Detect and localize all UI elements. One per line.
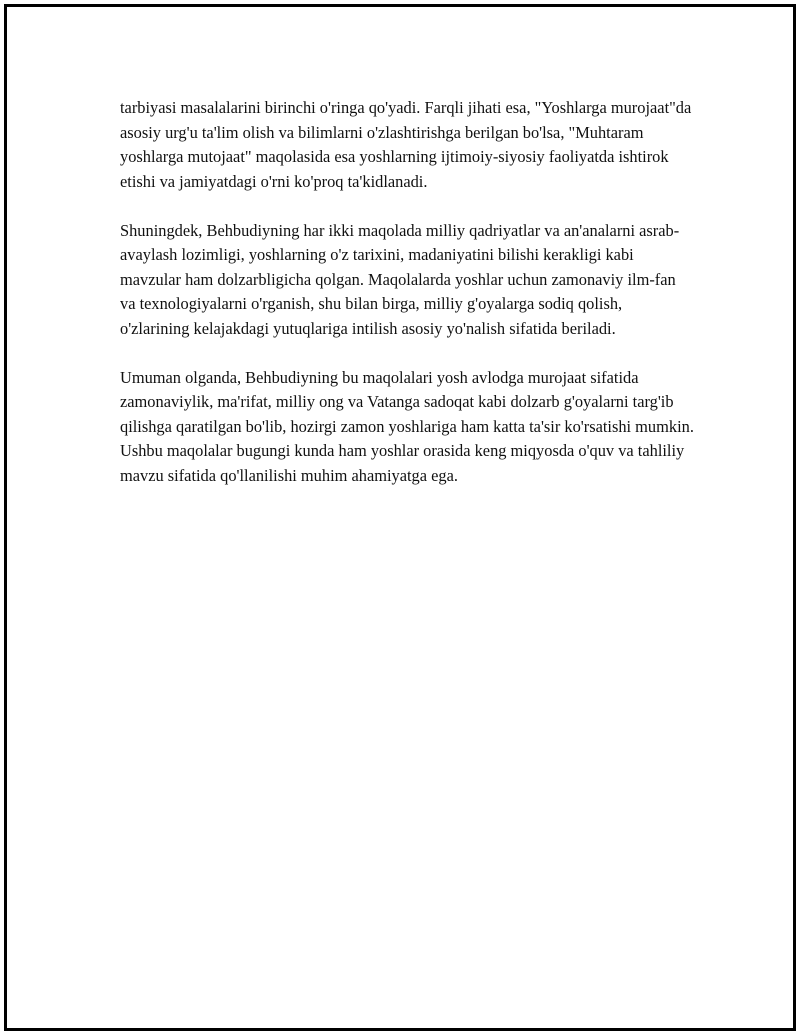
document-page xyxy=(4,4,796,1031)
paragraph-3: Umuman olganda, Behbudiyning bu maqolalari yosh avlodga murojaat sifatida zamonaviylik, ma'rifat, milliy ong va Vatanga sadoqat kabi dolzarb g'oyalarni targ'ib qilishga qaratilgan bo'lib, hozirgi zamon yoshlariga ham katta ta'sir ko'rsatishi mumkin. Ushbu maqolalar bugungi kunda ham yoshlar orasida keng miqyosda o'quv va tahliliy mavzu sifatida qo'llanilishi muhim ahamiyatga ega. xyxy=(120,367,694,485)
document-body xyxy=(120,96,695,513)
paragraph-2: Shuningdek, Behbudiyning har ikki maqolada milliy qadriyatlar va an'analarni asrab-avaylash lozimligi, yoshlarning o'z tarixini, madaniyatini bilishi kerakligi kabi mavzular ham dolzarbligicha qolgan. Maqolalarda yoshlar uchun zamonaviy ilm-fan va texnologiyalarni o'rganish, shu bilan birga, milliy g'oyalarga sodiq qolish, o'zlarining kelajakdagi yutuqlariga intilish asosiy yo'nalish sifatida beriladi. xyxy=(120,220,680,338)
paragraph-1: tarbiyasi masalalarini birinchi o'ringa qo'yadi. Farqli jihati esa, "Yoshlarga murojaat"da asosiy urg'u ta'lim olish va bilimlarni o'zlashtirishga berilgan bo'lsa, "Muhtaram yoshlarga mutojaat" maqolasida esa yoshlarning ijtimoiy-siyosiy faoliyatda ishtirok etishi va jamiyatdagi o'rni ko'proq ta'kidlanadi. xyxy=(120,98,692,191)
